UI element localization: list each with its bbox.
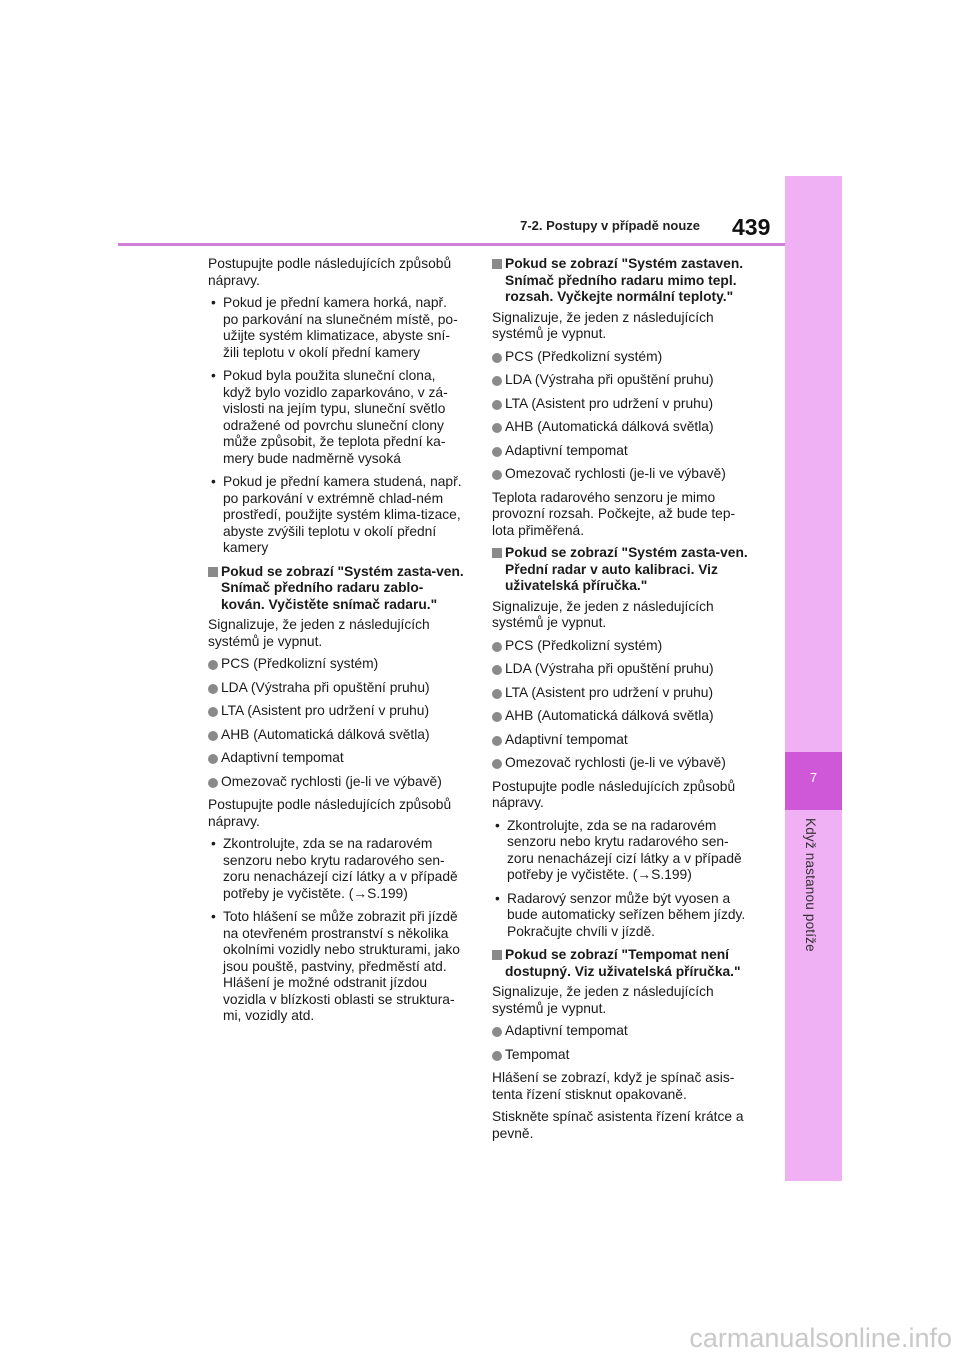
system-item: AHB (Automatická dálková světla)	[492, 708, 754, 725]
system-item: LDA (Výstraha při opuštění pruhu)	[208, 680, 466, 697]
circle-bullet-icon	[492, 447, 502, 457]
square-bullet-icon	[492, 548, 502, 558]
circle-bullet-icon	[492, 423, 502, 433]
paragraph: Postupujte podle následujících způsobů nápravy.	[208, 797, 452, 829]
circle-bullet-icon	[492, 470, 502, 480]
system-item: LDA (Výstraha při opuštění pruhu)	[492, 372, 754, 389]
section-heading: Pokud se zobrazí "Systém zasta-ven. Přední radar v auto kalibraci. Viz uživatelská příručka."	[492, 545, 754, 595]
circle-bullet-icon	[208, 731, 218, 741]
paragraph: Postupujte podle následujících způsobů nápravy.	[208, 256, 452, 288]
system-item: PCS (Předkolizní systém)	[492, 638, 754, 655]
left-column	[208, 256, 466, 1032]
paragraph: Signalizuje, že jeden z následujících systémů je vypnut.	[492, 598, 714, 630]
paragraph: Teplota radarového senzoru je mimo provozní rozsah. Počkejte, až bude tep-lota přiměřená.	[492, 489, 736, 538]
watermark: carmanualsonline.info	[689, 1323, 952, 1353]
bullet-item: • Pokud je přední kamera studená, např. po parkování v extrémně chlad-ném prostředí, použijte systém klima-tizace, abyste zvýšili teplotu v okolí přední kamery	[208, 474, 466, 557]
chapter-title: Když nastanou potíže	[803, 818, 818, 952]
system-item: AHB (Automatická dálková světla)	[492, 419, 754, 436]
right-column	[492, 256, 754, 1148]
circle-bullet-icon	[208, 707, 218, 717]
system-item: PCS (Předkolizní systém)	[208, 656, 466, 673]
section-heading: Pokud se zobrazí "Systém zasta-ven. Snímač předního radaru zablo-kován. Vyčistěte snímač radaru."	[208, 564, 466, 614]
bullet-item: • Pokud je přední kamera horká, např. po parkování na slunečném místě, po-užijte systém klimatizace, abyste sní-žili teplotu v okolí přední kamery	[208, 295, 466, 361]
circle-bullet-icon	[492, 353, 502, 363]
square-bullet-icon	[492, 950, 502, 960]
square-bullet-icon	[492, 259, 502, 269]
bullet-item: • Zkontrolujte, zda se na radarovém senzoru nebo krytu radarového sen-zoru nenacházejí cizí látky a v případě potřeby je vyčistěte. (→S.199)	[208, 836, 466, 902]
circle-bullet-icon	[492, 712, 502, 722]
system-item: Omezovač rychlosti (je-li ve výbavě)	[208, 774, 466, 791]
circle-bullet-icon	[492, 1027, 502, 1037]
system-item: Adaptivní tempomat	[492, 443, 754, 460]
paragraph: Postupujte podle následujících způsobů nápravy.	[492, 778, 736, 810]
chapter-number: 7	[809, 770, 818, 785]
system-item: Adaptivní tempomat	[208, 750, 466, 767]
section-title: 7-2. Postupy v případě nouze	[520, 218, 700, 233]
circle-bullet-icon	[208, 660, 218, 670]
circle-bullet-icon	[492, 736, 502, 746]
system-item: LTA (Asistent pro udržení v pruhu)	[208, 703, 466, 720]
section-heading: Pokud se zobrazí "Systém zastaven. Snímač předního radaru mimo tepl. rozsah. Vyčkejte normální teploty."	[492, 256, 754, 306]
system-item: Adaptivní tempomat	[492, 732, 754, 749]
system-item: PCS (Předkolizní systém)	[492, 349, 754, 366]
circle-bullet-icon	[492, 759, 502, 769]
paragraph: Signalizuje, že jeden z následujících systémů je vypnut.	[208, 617, 430, 649]
system-item: AHB (Automatická dálková světla)	[208, 727, 466, 744]
paragraph: Stiskněte spínač asistenta řízení krátce a pevně.	[492, 1109, 744, 1141]
bullet-item: • Radarový senzor může být vyosen a bude automaticky seřízen během jízdy. Pokračujte chvíli v jízdě.	[492, 891, 754, 941]
section-heading: Pokud se zobrazí "Tempomat není dostupný. Viz uživatelská příručka."	[492, 947, 754, 980]
circle-bullet-icon	[208, 754, 218, 764]
circle-bullet-icon	[492, 376, 502, 386]
paragraph: Hlášení se zobrazí, když je spínač asis-tenta řízení stisknut opakovaně.	[492, 1070, 735, 1102]
circle-bullet-icon	[208, 778, 218, 788]
circle-bullet-icon	[492, 689, 502, 699]
circle-bullet-icon	[492, 400, 502, 410]
system-item: LDA (Výstraha při opuštění pruhu)	[492, 661, 754, 678]
page-number: 439	[732, 214, 771, 240]
bullet-item: • Zkontrolujte, zda se na radarovém senzoru nebo krytu radarového sen-zoru nenacházejí cizí látky a v případě potřeby je vyčistěte. (→S.199)	[492, 818, 754, 884]
bullet-item: • Pokud byla použita sluneční clona, když bylo vozidlo zaparkováno, v zá-vislosti na jejím typu, sluneční světlo odražené od povrchu sluneční clony může způsobit, že teplota přední ka-mery bude nadměrně vysoká	[208, 368, 466, 467]
header-divider	[118, 243, 785, 246]
system-item: LTA (Asistent pro udržení v pruhu)	[492, 685, 754, 702]
system-item: Omezovač rychlosti (je-li ve výbavě)	[492, 466, 754, 483]
circle-bullet-icon	[208, 684, 218, 694]
system-item: LTA (Asistent pro udržení v pruhu)	[492, 396, 754, 413]
square-bullet-icon	[208, 567, 218, 577]
paragraph: Signalizuje, že jeden z následujících systémů je vypnut.	[492, 309, 714, 341]
circle-bullet-icon	[492, 665, 502, 675]
system-item: Tempomat	[492, 1047, 754, 1064]
chapter-side-tab	[785, 176, 842, 1181]
paragraph: Signalizuje, že jeden z následujících systémů je vypnut.	[492, 984, 714, 1016]
circle-bullet-icon	[492, 642, 502, 652]
system-item: Omezovač rychlosti (je-li ve výbavě)	[492, 755, 754, 772]
system-item: Adaptivní tempomat	[492, 1023, 754, 1040]
bullet-item: • Toto hlášení se může zobrazit při jízdě na otevřeném prostranství s několika okolními vozidly nebo strukturami, jako jsou pouště, pastviny, předměstí atd. Hlášení je možné odstranit jízdou vozidla v blízkosti oblasti se struktura-mi, vozidly atd.	[208, 909, 466, 1025]
circle-bullet-icon	[492, 1051, 502, 1061]
